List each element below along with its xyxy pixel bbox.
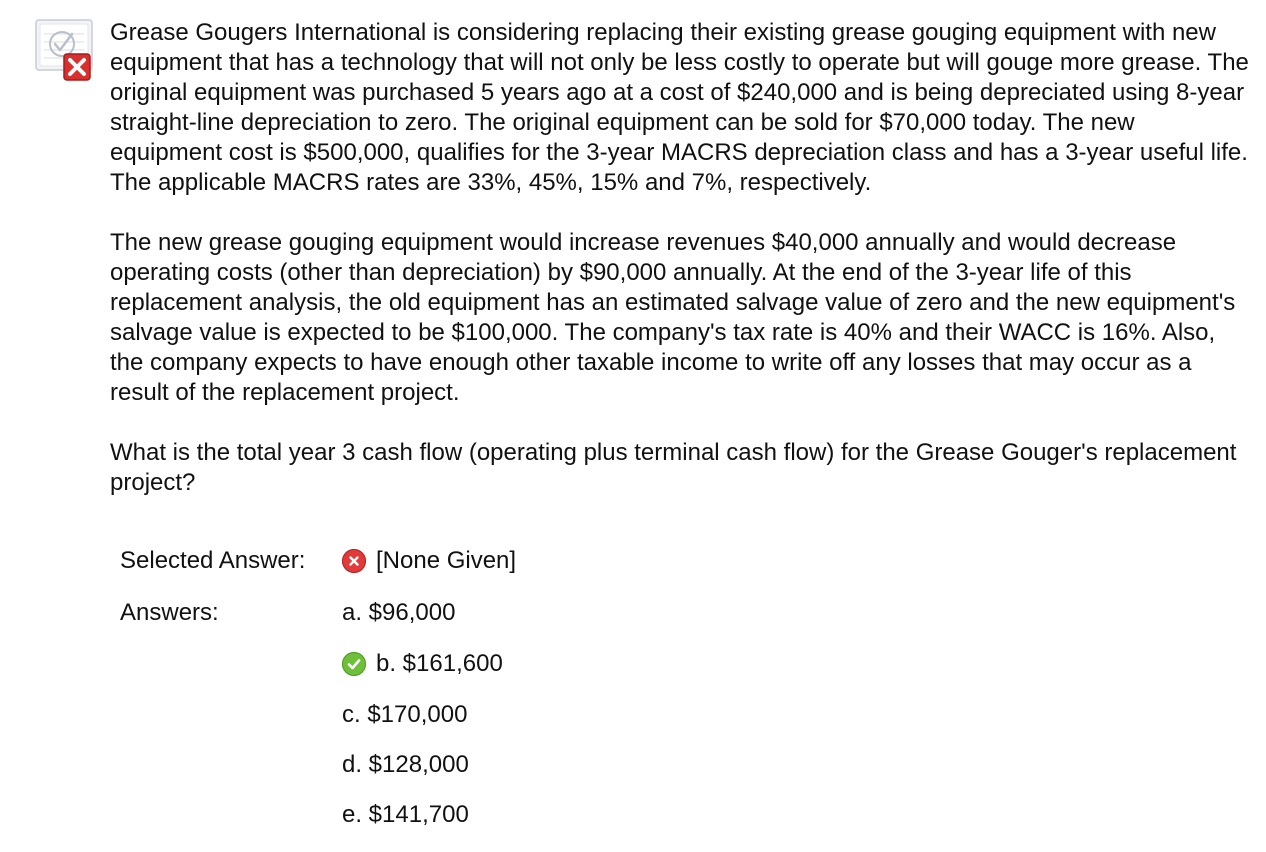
answer-text: d. $128,000 (342, 751, 469, 778)
question-text (110, 18, 1250, 498)
answer-option-a (342, 598, 455, 628)
question-paragraph: The new grease gouging equipment would increase revenues $40,000 annually and would decrease operating costs (other than depreciation) by $90,000 annually. At the end of the 3-year life of this replacement analysis, the old equipment has an estimated salvage value of zero and the new equipment's salvage value is expected to be $100,000. The company's tax rate is 40% and their WACC is 16%. Also, the company expects to have enough other taxable income to write off any losses that may occur as a result of the replacement project. (110, 229, 1236, 406)
question-paragraph: Grease Gougers International is considering replacing their existing grease gouging equipment with new equipment that has a technology that will not only be less costly to operate but will gouge more grease. The original equipment was purchased 5 years ago at a cost of $240,000 and is being depreciated using 8-year straight-line depreciation to zero. The original equipment can be sold for $70,000 today. The new equipment cost is $500,000, qualifies for the 3-year MACRS depreciation class and has a 3-year useful life. The applicable MACRS rates are 33%, 45%, 15% and 7%, respectively. (110, 19, 1249, 196)
answer-text: b. $161,600 (376, 650, 503, 677)
correct-check-icon (342, 652, 366, 676)
selected-answer-label: Selected Answer: (120, 547, 306, 574)
incorrect-status-icon (34, 18, 102, 84)
answers-label: Answers: (120, 599, 219, 626)
answer-text: e. $141,700 (342, 801, 469, 828)
incorrect-icon (342, 549, 366, 573)
selected-answer-value: [None Given] (376, 547, 517, 574)
selected-answer (342, 546, 516, 576)
answer-text: a. $96,000 (342, 599, 456, 626)
answer-option-e (342, 800, 469, 830)
question-prompt: What is the total year 3 cash flow (operating plus terminal cash flow) for the Grease Gouger's replacement project? (110, 439, 1237, 496)
answer-option-c (342, 700, 467, 730)
answer-option-d (342, 750, 469, 780)
answer-option-b (342, 649, 503, 679)
answer-text: c. $170,000 (342, 701, 468, 728)
